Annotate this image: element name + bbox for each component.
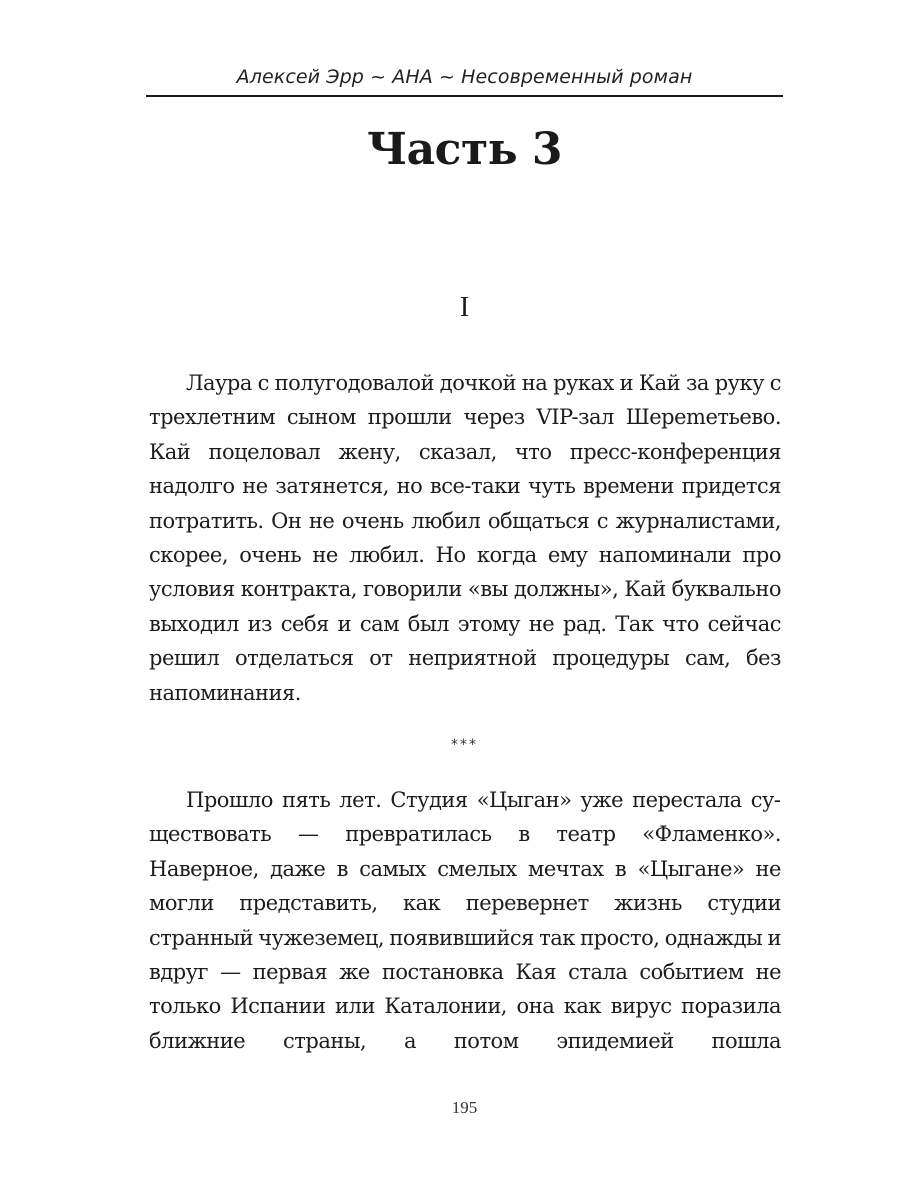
paragraph: Прошло пять лет. Студия «Цыган» уже перестала существовать — превратилась в театр «Фламенко». Наверное, даже в самых смелых мечтах в «Цыгане» не могли представить, как перевернет жизнь студии странный чужеземец, появившийся так просто, однажды и вдруг — первая же постановка Кая стала событием не только Испании или Каталонии, она как вирус поразила ближние страны, а потом эпидемией пошла [149,788,781,1053]
part-title: Часть 3 [366,124,563,175]
text-block-2 [149,783,781,1058]
page-number: 195 [451,1098,478,1117]
scene-break: *** [451,737,478,753]
header-divider [146,95,783,97]
running-header: Алексей Эрр ~ АНА ~ Несовременный роман [236,66,693,88]
paragraph: Лаура с полугодовалой дочкой на руках и Кай за руку с трехлетним сыном прошли через VIP-зал Шереmетьево. Кай поцеловал жену, сказал, что пресс-конференция надолго не затянется, но все-таки чуть времени придется потратить. Он не очень любил общаться с журналистами, скорее, очень не любил. Но когда ему напоминали про условия контракта, говорили «вы должны», Кай буквально выходил из себя и сам был этому не рад. Так что сейчас решил отделаться от неприятной процедуры сам, без напоминания. [149,371,781,705]
chapter-number: I [459,292,470,323]
text-block-1 [149,366,781,710]
